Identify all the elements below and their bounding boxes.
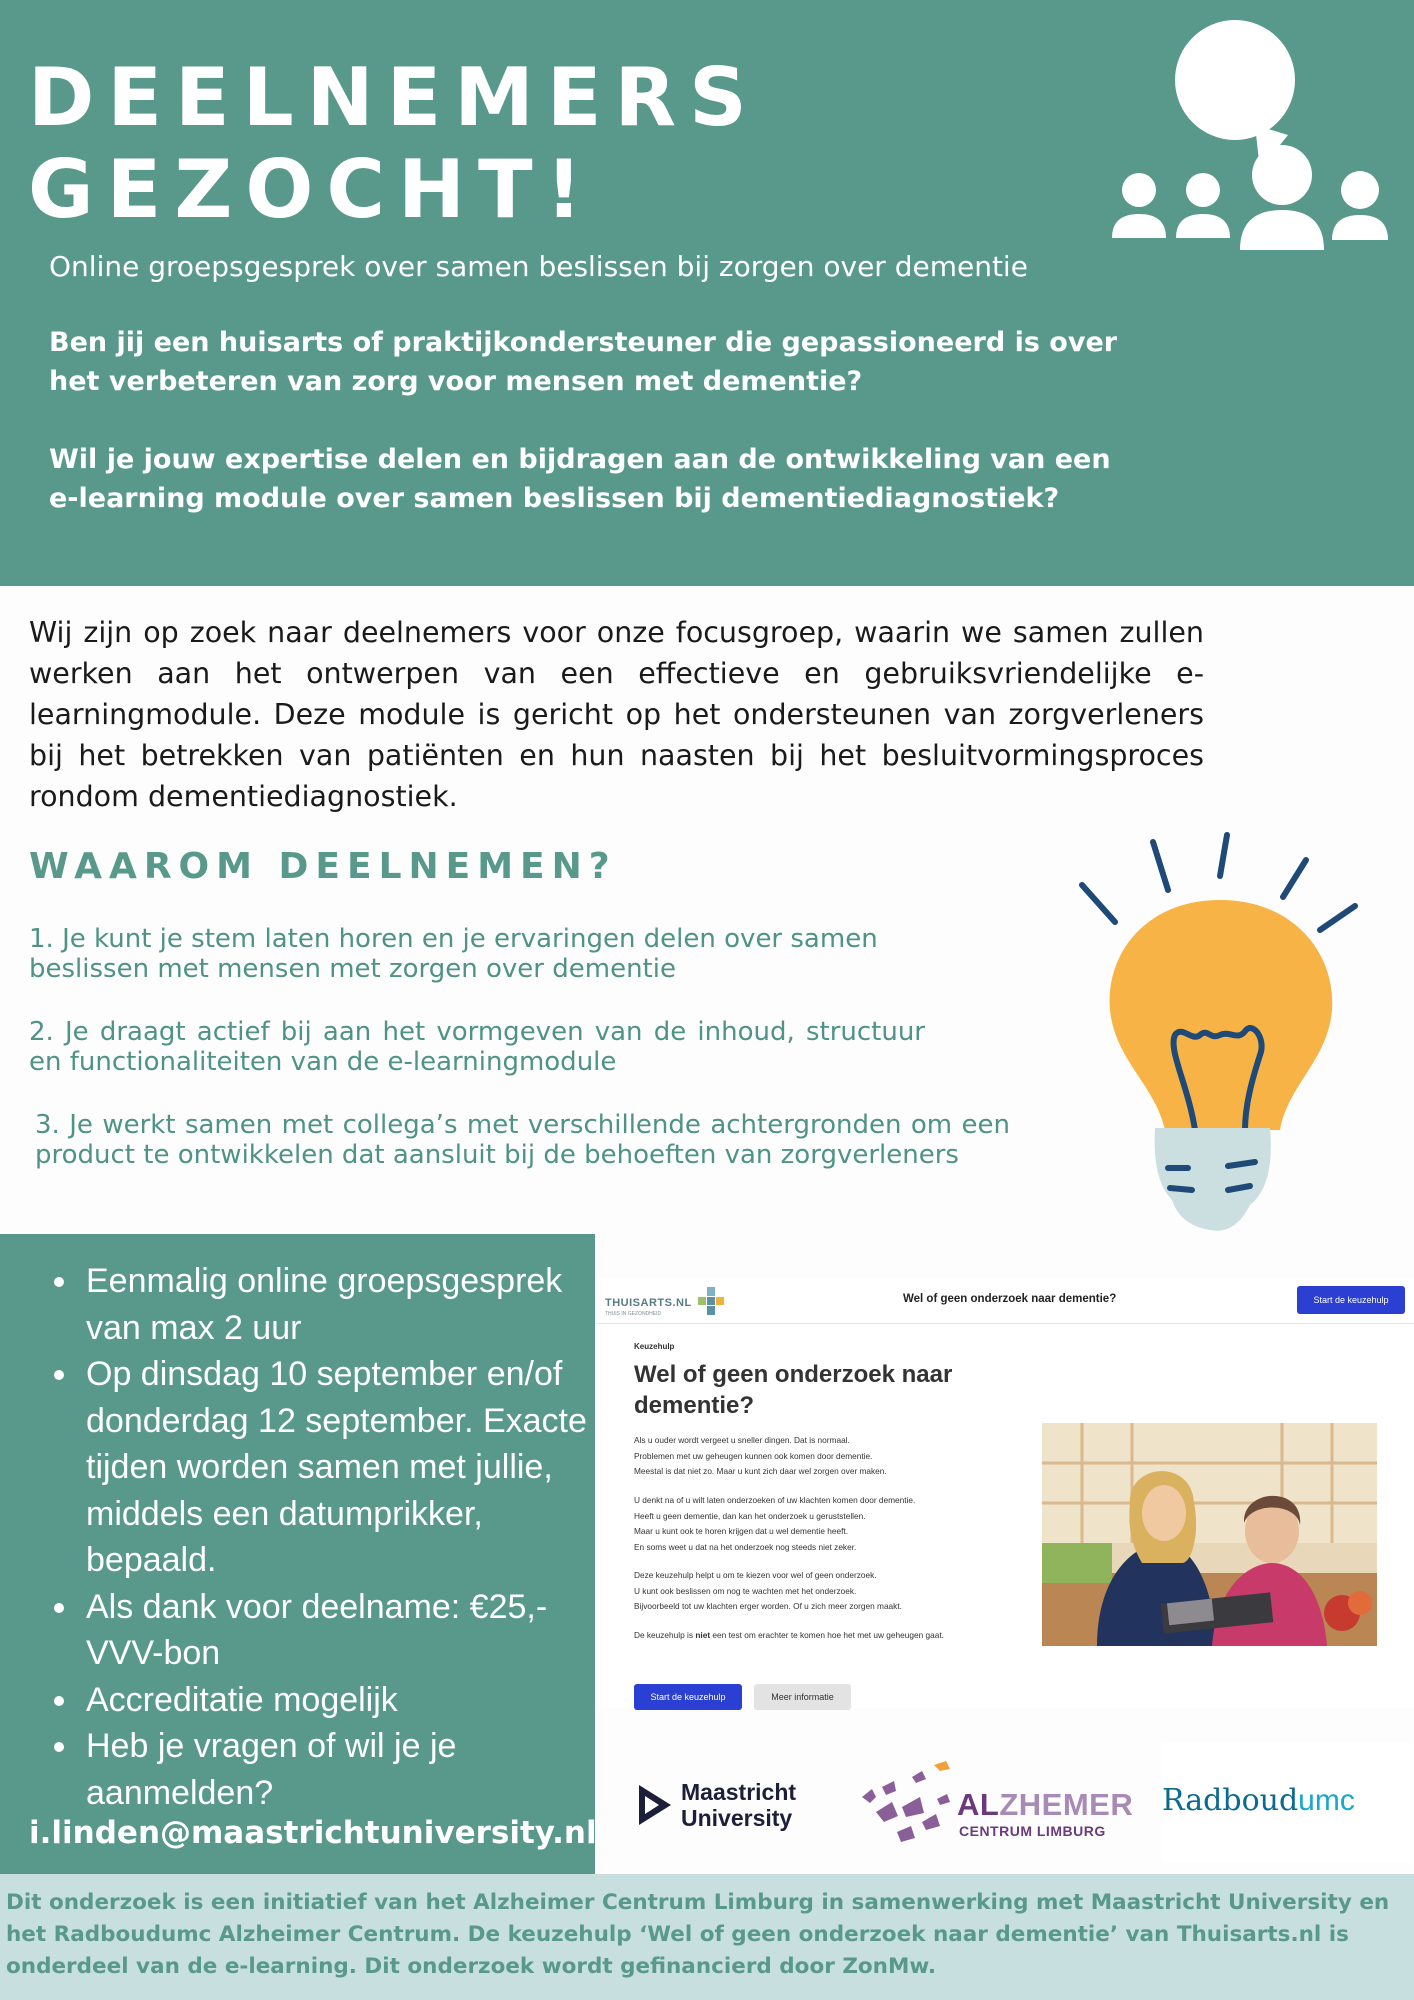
text-line: En soms weet u dat na het onderzoek nog steeds niet zeker. <box>634 1541 857 1552</box>
p4-post: een test om erachter te komen hoe het met uw geheugen gaat. <box>710 1630 944 1640</box>
info-list <box>50 1258 590 1816</box>
acl-name <box>957 1787 1133 1823</box>
lightbulb-icon <box>1070 830 1370 1240</box>
list-item: Op dinsdag 10 september en/of donderdag 12 september. Exacte tijden worden samen met jullie, middels een datumprikker, bepaald. <box>50 1351 590 1584</box>
acl-hemer: HEMER <box>1018 1787 1134 1822</box>
screenshot-paragraph-4 <box>634 1628 1034 1644</box>
lead-paragraph: Wij zijn op zoek naar deelnemers voor onze focusgroep, waarin we samen zullen werken aan het ontwerpen van een effectieve en gebruiksvriendelijke e-learningmodule. Deze module is gericht op het ondersteunen van zorgverleners bij het betrekken van patiënten en hun naasten bij het besluitvormingsproces rondom dementiediagnostiek. <box>29 616 1204 813</box>
title-line-1: DEELNEMERS <box>28 51 760 144</box>
list-item: Als dank voor deelname: €25,- VVV-bon <box>50 1584 590 1677</box>
mu-line-2: University <box>681 1805 793 1831</box>
why-participate-heading: WAAROM DEELNEMEN? <box>29 846 617 887</box>
thuisarts-cross-icon <box>697 1287 725 1315</box>
page-title <box>28 52 760 236</box>
screenshot-paragraph-1 <box>634 1433 1034 1480</box>
thuisarts-tagline: THUIS IN GEZONDHEID <box>605 1311 662 1317</box>
subtitle: Online groepsgesprek over samen beslissen bij zorgen over dementie <box>49 250 1028 283</box>
text-line: Bijvoorbeeld tot uw klachten erger worden. Of u zich meer zorgen maakt. <box>634 1601 902 1611</box>
p4-pre: De keuzehulp is <box>634 1630 696 1640</box>
contact-email-link[interactable]: i.linden@maastrichtuniversity.nl <box>29 1815 597 1851</box>
acl-al: AL <box>957 1787 1000 1822</box>
rad-main: Radboud <box>1162 1783 1299 1818</box>
title-line-2: GEZOCHT! <box>28 143 596 236</box>
thuisarts-logo <box>605 1291 692 1317</box>
acl-subtitle: CENTRUM LIMBURG <box>959 1823 1106 1839</box>
list-item: Eenmalig online groepsgesprek van max 2 uur <box>50 1258 590 1351</box>
mu-line-1: Maastricht <box>681 1779 797 1805</box>
text-line: Problemen met uw geheugen kunnen ook komen door dementie. <box>634 1450 873 1461</box>
header-banner <box>0 0 1414 586</box>
photo-album-image <box>1042 1423 1377 1646</box>
reason-2: 2. Je draagt actief bij aan het vormgeven van de inhoud, structuur en functionaliteiten van de e-learningmodule <box>29 1017 925 1077</box>
butterflies-icon <box>852 1757 962 1852</box>
screenshot-paragraph-3 <box>634 1568 1034 1615</box>
screenshot-nav-title: Wel of geen onderzoek naar dementie? <box>903 1293 1117 1305</box>
reason-3: 3. Je werkt samen met collega’s met verschillende achtergronden om een product te ontwikkelen dat aansluit bij de behoeften van zorgverleners <box>35 1110 1010 1170</box>
radboudumc-wordmark <box>1162 1783 1355 1818</box>
text-line: Deze keuzehulp helpt u om te kiezen voor wel of geen onderzoek. <box>634 1570 877 1580</box>
text-line: Als u ouder wordt vergeet u sneller dingen. Dat is normaal. <box>634 1435 850 1445</box>
text-line: U kunt ook beslissen om nog te wachten met het onderzoek. <box>634 1585 857 1596</box>
reason-1: 1. Je kunt je stem laten horen en je ervaringen delen over samen beslissen met mensen met zorgen over dementie <box>29 924 878 984</box>
screenshot-paragraph-2 <box>634 1493 1034 1555</box>
text-line: Heeft u geen dementie, dan kan het onderzoek u geruststellen. <box>634 1510 866 1521</box>
footer-text: Dit onderzoek is een initiatief van het Alzheimer Centrum Limburg in samenwerking met Maastricht University en het Radboudumc Alzheimer Centrum. De keuzehulp ‘Wel of geen onderzoek naar dementie’ van Thuisarts.nl is onderdeel van de e-learning. Dit onderzoek wordt gefinancierd door ZonMw. <box>6 1890 1390 1979</box>
thuisarts-brand: THUISARTS.NL <box>605 1297 692 1309</box>
screenshot-breadcrumb: Keuzehulp <box>634 1342 675 1351</box>
screenshot-navbar <box>597 1278 1414 1324</box>
group-discussion-icon <box>1110 20 1395 255</box>
radboudumc-logo <box>1162 1743 1412 1863</box>
intro-question-1: Ben jij een huisarts of praktijkondersteuner die gepassioneerd is over het verbeteren van zorg voor mensen met dementie? <box>49 327 1118 397</box>
partner-logos <box>597 1735 1414 1870</box>
maastricht-university-logo <box>637 1775 827 1835</box>
more-info-button[interactable]: Meer informatie <box>754 1684 851 1710</box>
um-mark-icon <box>637 1783 673 1827</box>
start-keuzehulp-button[interactable]: Start de keuzehulp <box>634 1684 742 1710</box>
p4-bold: niet <box>695 1630 711 1640</box>
text-line: U denkt na of u wilt laten onderzoeken of uw klachten komen door dementie. <box>634 1495 916 1505</box>
text-line: Meestal is dat niet zo. Maar u kunt zich daar wel zorgen over maken. <box>634 1466 887 1476</box>
intro-question-2: Wil je jouw expertise delen en bijdragen aan de ontwikkeling van een e-learning module over samen beslissen bij dementiediagnostiek? <box>49 444 1111 514</box>
list-item: Heb je vragen of wil je je aanmelden? <box>50 1723 590 1816</box>
list-item: Accreditatie mogelijk <box>50 1677 590 1724</box>
rad-umc: umc <box>1298 1784 1355 1817</box>
acl-z: Z <box>999 1787 1019 1822</box>
screenshot-heading: Wel of geen onderzoek naar dementie? <box>634 1361 953 1419</box>
thuisarts-screenshot <box>597 1278 1414 1708</box>
text-line: Maar u kunt ook te horen krijgen dat u wel dementie heeft. <box>634 1526 849 1536</box>
alzheimer-centrum-limburg-logo <box>852 1757 1137 1852</box>
start-keuzehulp-nav-button[interactable]: Start de keuzehulp <box>1297 1286 1405 1314</box>
